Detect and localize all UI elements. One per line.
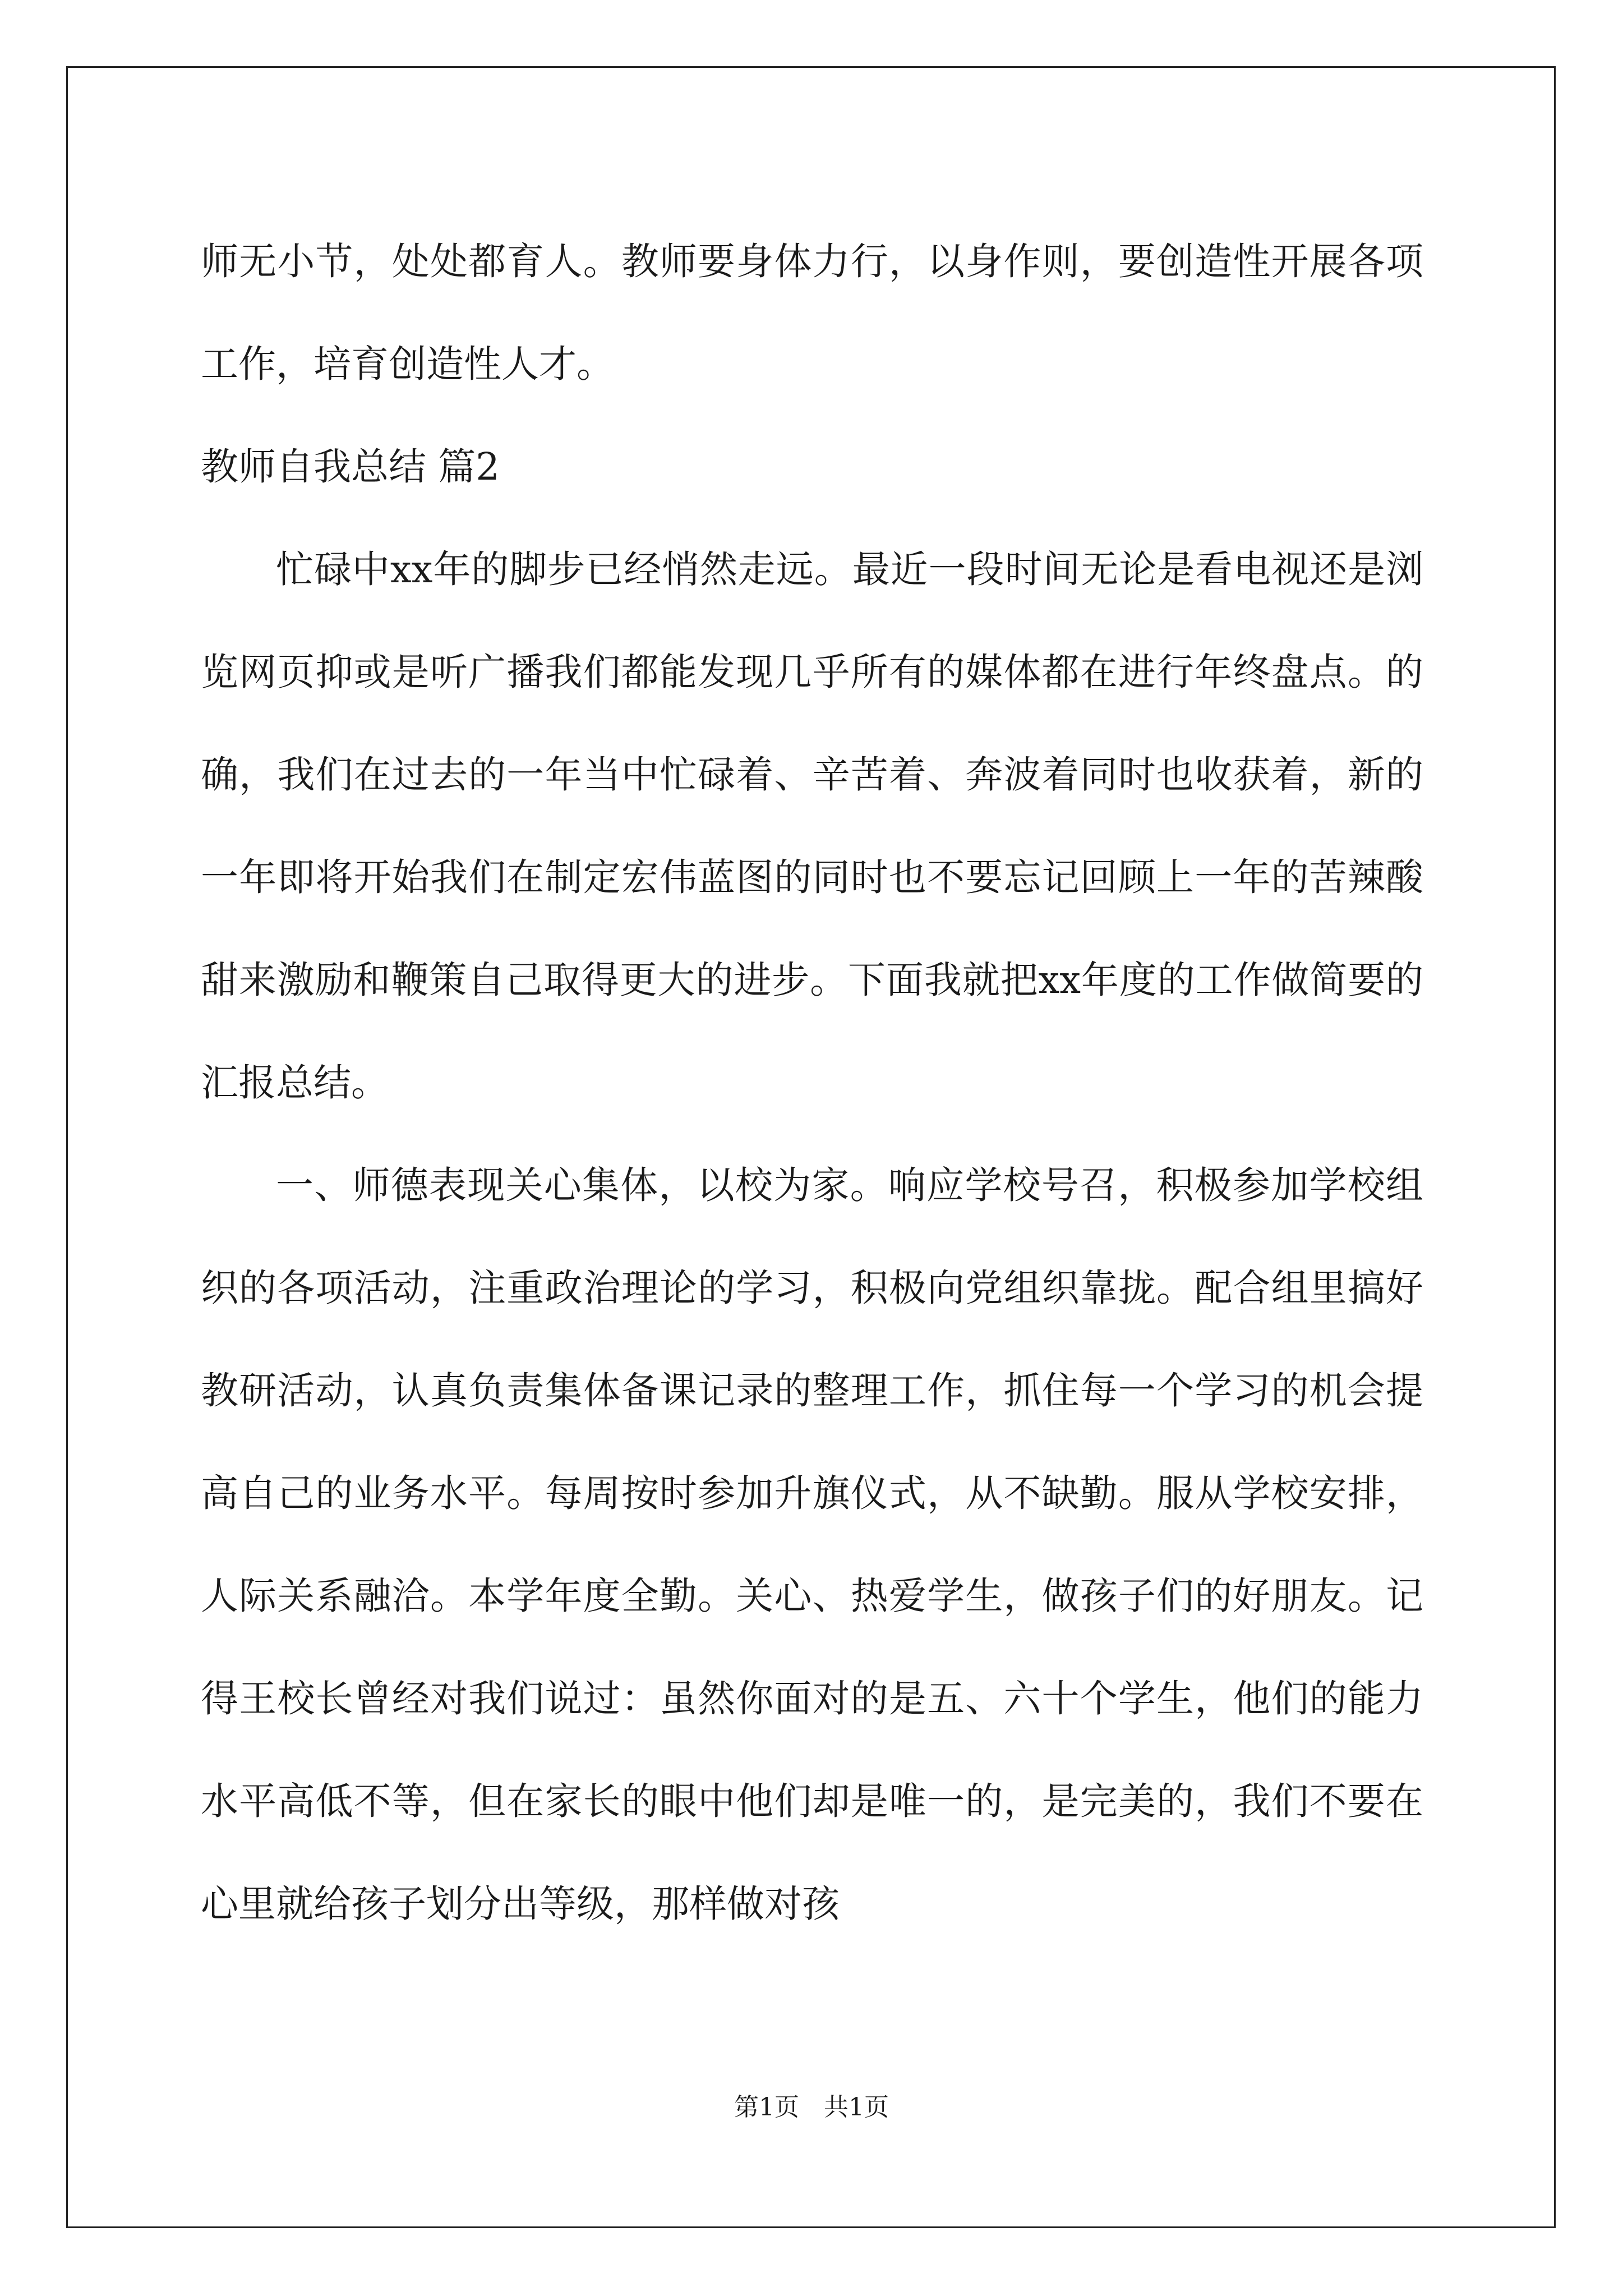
paragraph-intro: 忙碌中xx年的脚步已经悄然走远。最近一段时间无论是看电视还是浏览网页抑或是听广播我们都能发现几乎所有的媒体都在进行年终盘点。的确，我们在过去的一年当中忙碌着、辛苦着、奔波着同时也收获着，新的一年即将开始我们在制定宏伟蓝图的同时也不要忘记回顾上一年的苦辣酸甜来激励和鞭策自己取得更大的进步。下面我就把xx年度的工作做简要的汇报总结。 <box>201 547 1423 1105</box>
section-heading: 教师自我总结 篇2 <box>201 445 500 489</box>
page-total: 共1页 <box>824 2093 889 2122</box>
paragraph-continued: 师无小节，处处都育人。教师要身体力行，以身作则，要创造性开展各项工作，培育创造性人才。 <box>201 240 1423 386</box>
page-footer <box>0 2087 1623 2123</box>
page-number: 第1页 <box>734 2093 799 2122</box>
document-body <box>201 210 1423 1955</box>
paragraph-ethics: 一、师德表现关心集体，以校为家。响应学校号召，积极参加学校组织的各项活动，注重政治理论的学习，积极向党组织靠拢。配合组里搞好教研活动，认真负责集体备课记录的整理工作，抓住每一个学习的机会提高自己的业务水平。每周按时参加升旗仪式，从不缺勤。服从学校安排，人际关系融洽。本学年度全勤。关心、热爱学生，做孩子们的好朋友。记得王校长曾经对我们说过：虽然你面对的是五、六十个学生，他们的能力水平高低不等，但在家长的眼中他们却是唯一的，是完美的，我们不要在心里就给孩子划分出等级，那样做对孩 <box>201 1163 1423 1926</box>
